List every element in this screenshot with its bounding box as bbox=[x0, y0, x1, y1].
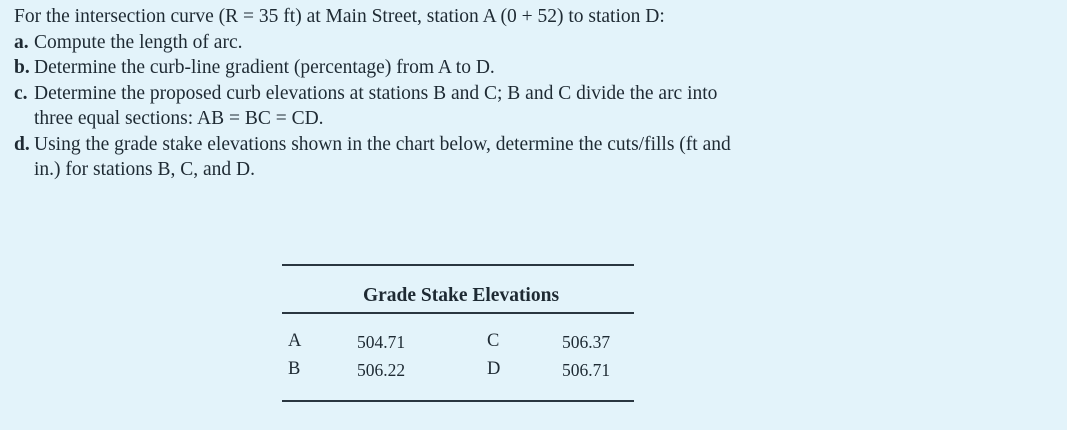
item-text: Compute the length of arc. bbox=[34, 31, 243, 53]
problem-item-d bbox=[14, 132, 1054, 158]
table-body bbox=[282, 314, 634, 400]
table-bottom-rule bbox=[282, 400, 634, 402]
table-cell-elevation: 504.71 bbox=[357, 331, 406, 352]
table-cell-elevation: 506.71 bbox=[562, 359, 611, 380]
item-text: Determine the proposed curb elevations at stations B and C; B and C divide the arc into bbox=[34, 82, 718, 104]
problem-item-a bbox=[14, 30, 1054, 56]
table-cell-elevation: 506.22 bbox=[357, 359, 406, 380]
table-cell-station: D bbox=[487, 358, 501, 379]
item-marker: d. bbox=[14, 133, 30, 155]
problem-item-b bbox=[14, 55, 1054, 81]
grade-stake-table bbox=[282, 264, 634, 402]
item-marker: b. bbox=[14, 57, 30, 78]
problem-item-d-continuation: in.) for stations B, C, and D. bbox=[34, 159, 255, 180]
table-cell-station: C bbox=[487, 330, 500, 351]
item-text: Using the grade stake elevations shown in the chart below, determine the cuts/fills (ft and bbox=[34, 133, 731, 155]
table-cell-elevation: 506.37 bbox=[562, 331, 611, 352]
table-cell-station: B bbox=[288, 358, 301, 379]
problem-intro: For the intersection curve (R = 35 ft) at Main Street, station A (0 + 52) to station D: bbox=[14, 6, 665, 27]
problem-statement bbox=[14, 4, 1054, 183]
item-text: Determine the curb-line gradient (percentage) from A to D. bbox=[34, 57, 495, 78]
table-title: Grade Stake Elevations bbox=[362, 285, 560, 306]
problem-item-c-continuation: three equal sections: AB = BC = CD. bbox=[34, 108, 324, 129]
item-marker: c. bbox=[14, 82, 28, 104]
item-marker: a. bbox=[14, 31, 29, 53]
problem-item-c bbox=[14, 81, 1054, 107]
table-cell-station: A bbox=[288, 330, 302, 351]
